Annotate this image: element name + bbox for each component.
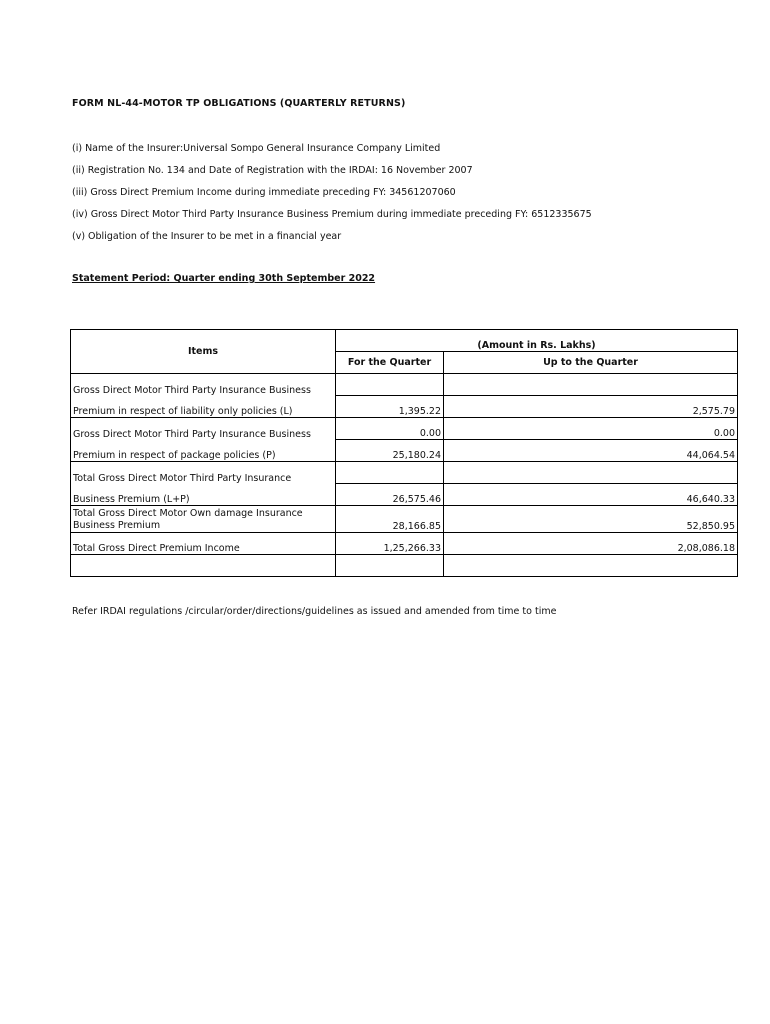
footer-note: Refer IRDAI regulations /circular/order/directions/guidelines as issued and amended from time to time (72, 606, 557, 617)
table-row (71, 555, 738, 577)
statement-period: Statement Period: Quarter ending 30th September 2022 (72, 273, 376, 284)
row-upto-value: 44,064.54 (444, 440, 738, 462)
table-row (71, 396, 738, 418)
row-label: Premium in respect of package policies (P) (71, 440, 336, 462)
row-upto-value: 52,850.95 (444, 506, 738, 533)
table-row (71, 506, 738, 533)
row-upto-value (444, 555, 738, 577)
obligation-line: (v) Obligation of the Insurer to be met in a financial year (72, 231, 342, 242)
amount-header: (Amount in Rs. Lakhs) (336, 330, 738, 352)
table-row (71, 533, 738, 555)
row-label: Gross Direct Motor Third Party Insurance Business (71, 418, 336, 440)
row-upto-value (444, 374, 738, 396)
motor-tp-obligations-table (70, 329, 738, 577)
row-quarter-value: 26,575.46 (336, 484, 444, 506)
table-row (71, 462, 738, 484)
row-quarter-value (336, 374, 444, 396)
row-label: Total Gross Direct Motor Third Party Insurance (71, 462, 336, 484)
row-label: Total Gross Direct Motor Own damage Insurance Business Premium (71, 506, 336, 533)
row-quarter-value: 1,395.22 (336, 396, 444, 418)
table-row (71, 418, 738, 440)
row-upto-value (444, 462, 738, 484)
row-upto-value: 2,08,086.18 (444, 533, 738, 555)
table-row (71, 484, 738, 506)
gross-premium-line: (iii) Gross Direct Premium Income during immediate preceding FY: 34561207060 (72, 187, 456, 198)
items-header: Items (71, 330, 336, 374)
row-quarter-value: 0.00 (336, 418, 444, 440)
row-label: Business Premium (L+P) (71, 484, 336, 506)
registration-line: (ii) Registration No. 134 and Date of Registration with the IRDAI: 16 November 2007 (72, 165, 473, 176)
insurer-name-line: (i) Name of the Insurer:Universal Sompo General Insurance Company Limited (72, 143, 441, 154)
table-row (71, 440, 738, 462)
form-title: FORM NL-44-MOTOR TP OBLIGATIONS (QUARTERLY RETURNS) (72, 98, 406, 109)
row-label: Premium in respect of liability only policies (L) (71, 396, 336, 418)
row-upto-value: 0.00 (444, 418, 738, 440)
row-upto-value: 2,575.79 (444, 396, 738, 418)
row-quarter-value (336, 555, 444, 577)
row-label: Gross Direct Motor Third Party Insurance Business (71, 374, 336, 396)
row-label (71, 555, 336, 577)
row-upto-value: 46,640.33 (444, 484, 738, 506)
motor-tp-premium-line: (iv) Gross Direct Motor Third Party Insurance Business Premium during immediate preceding FY: 6512335675 (72, 209, 592, 220)
row-quarter-value (336, 462, 444, 484)
table-row (71, 374, 738, 396)
row-quarter-value: 25,180.24 (336, 440, 444, 462)
for-quarter-header: For the Quarter (336, 352, 444, 374)
row-label: Total Gross Direct Premium Income (71, 533, 336, 555)
row-quarter-value: 28,166.85 (336, 506, 444, 533)
upto-quarter-header: Up to the Quarter (444, 352, 738, 374)
row-quarter-value: 1,25,266.33 (336, 533, 444, 555)
